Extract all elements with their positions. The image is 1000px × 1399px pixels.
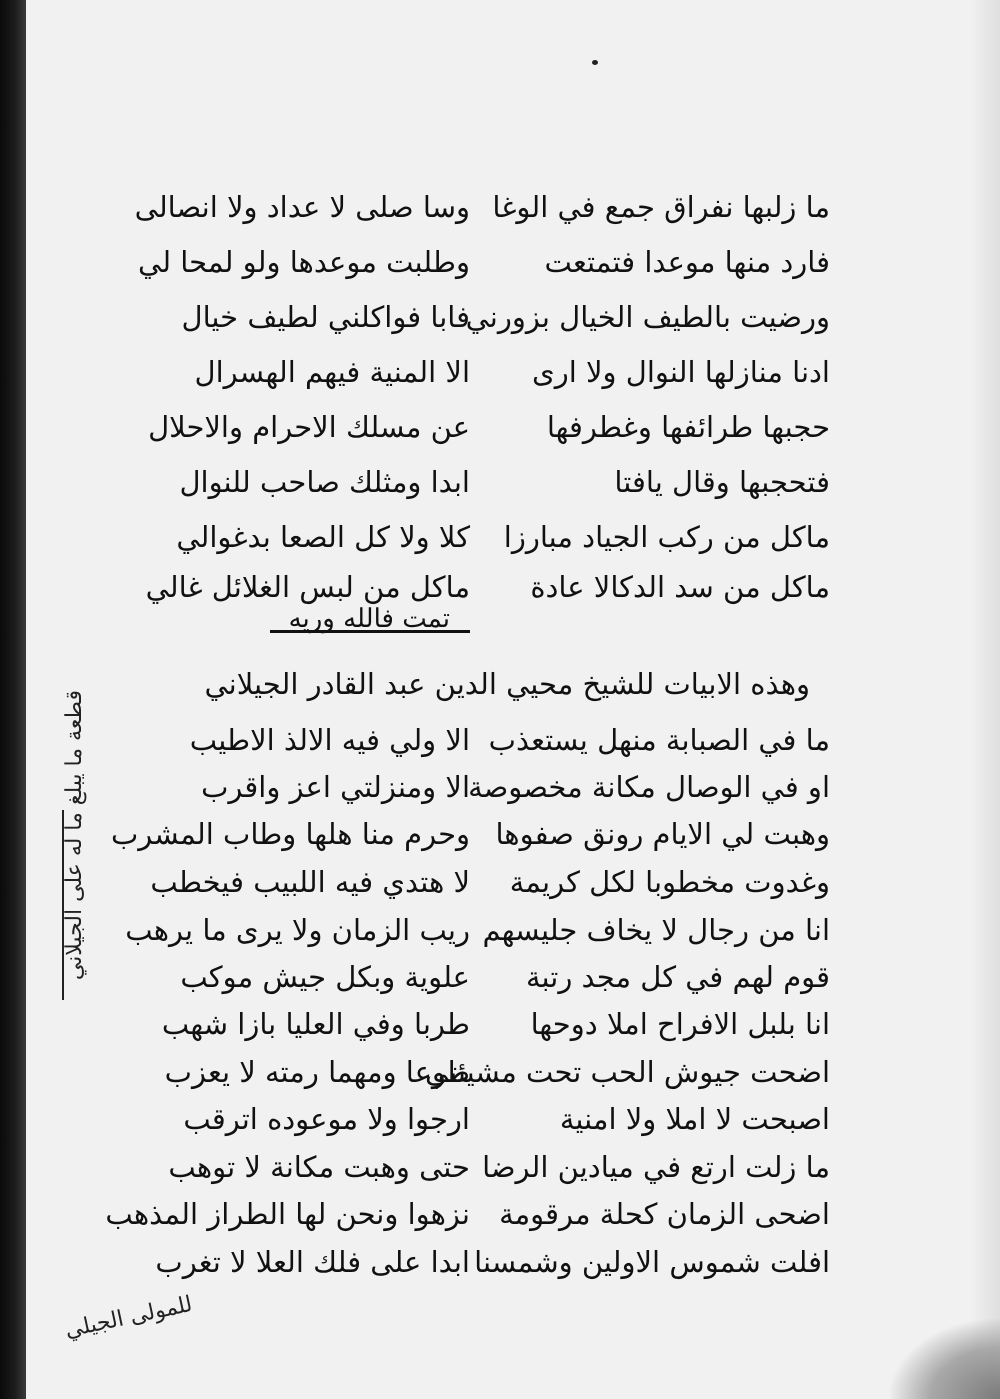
lower-verse-left-6: علوية وبكل جيش موكب bbox=[180, 960, 470, 994]
lower-verse-right-5: انا من رجال لا يخاف جليسهم bbox=[482, 913, 830, 947]
ink-dot bbox=[592, 60, 598, 65]
upper-verse-right-5: حجبها طرائفها وغطرفها bbox=[546, 410, 830, 444]
book-binding-edge bbox=[0, 0, 26, 1399]
poem-heading: وهذه الابيات للشيخ محيي الدين عبد القادر الجيلاني bbox=[204, 667, 810, 701]
lower-verse-right-1: ما في الصبابة منهل يستعذب bbox=[488, 723, 830, 757]
lower-verse-right-8: اضحت جيوش الحب تحت مشيئتي bbox=[425, 1055, 830, 1089]
lower-verse-right-9: اصبحت لا املا ولا امنية bbox=[559, 1102, 830, 1136]
upper-verse-right-6: فتحجبها وقال يافتا bbox=[614, 465, 830, 499]
lower-verse-right-11: اضحى الزمان كحلة مرقومة bbox=[499, 1197, 830, 1231]
lower-verse-right-4: وغدوت مخطوبا لكل كريمة bbox=[509, 865, 830, 899]
lower-verse-left-10: حتى وهبت مكانة لا توهب bbox=[168, 1150, 470, 1184]
lower-verse-right-6: قوم لهم في كل مجد رتبة bbox=[525, 960, 830, 994]
page-corner-curl bbox=[890, 1319, 1000, 1399]
upper-verse-right-3: ورضيت بالطيف الخيال بزورني bbox=[465, 300, 830, 334]
upper-verse-left-5: عن مسلك الاحرام والاحلال bbox=[148, 410, 470, 444]
upper-verse-right-7: ماكل من ركب الجياد مبارزا bbox=[503, 520, 830, 554]
lower-verse-right-7: انا بلبل الافراح املا دوحها bbox=[530, 1007, 830, 1041]
upper-verse-left-8: ماكل من لبس الغلائل غالي bbox=[145, 570, 470, 604]
lower-verse-left-9: ارجوا ولا موعوده اترقب bbox=[183, 1102, 470, 1136]
upper-verse-left-2: وطلبت موعدها ولو لمحا لي bbox=[138, 245, 470, 279]
upper-closing-note: تمت فالله وريه bbox=[288, 604, 450, 634]
upper-verse-right-8: ماكل من سد الدكالا عادة bbox=[530, 570, 830, 604]
lower-verse-left-12: ابدا على فلك العلا لا تغرب bbox=[155, 1245, 470, 1279]
upper-verse-left-4: الا المنية فيهم الهسرال bbox=[194, 355, 470, 389]
lower-verse-left-2: الا ومنزلتي اعز واقرب bbox=[201, 770, 470, 804]
lower-verse-left-1: الا ولي فيه الالذ الاطيب bbox=[189, 723, 470, 757]
lower-verse-left-3: وحرم منا هلها وطاب المشرب bbox=[110, 817, 470, 851]
lower-verse-left-11: نزهوا ونحن لها الطراز المذهب bbox=[105, 1197, 470, 1231]
lower-verse-right-2: او في الوصال مكانة مخصوصة bbox=[468, 770, 830, 804]
upper-verse-left-7: كلا ولا كل الصعا بدغوالي bbox=[176, 520, 470, 554]
section-divider-line bbox=[270, 630, 470, 633]
upper-verse-left-6: ابدا ومثلك صاحب للنوال bbox=[179, 465, 470, 499]
lower-verse-left-4: لا هتدي فيه اللبيب فيخطب bbox=[150, 865, 470, 899]
owner-signature: للمولى الجيلي bbox=[62, 1291, 195, 1344]
upper-verse-right-4: ادنا منازلها النوال ولا ارى bbox=[532, 355, 830, 389]
upper-verse-left-1: وسا صلى لا عداد ولا انصالى bbox=[134, 190, 470, 224]
lower-verse-right-3: وهبت لي الايام رونق صفوها bbox=[495, 817, 830, 851]
page-shadow bbox=[970, 0, 1000, 1399]
lower-verse-left-8: طوعا ومهما رمته لا يعزب bbox=[164, 1055, 470, 1089]
lower-verse-right-10: ما زلت ارتع في ميادين الرضا bbox=[482, 1150, 830, 1184]
upper-verse-right-1: ما زلبها نفراق جمع في الوغا bbox=[492, 190, 830, 224]
upper-verse-left-3: فابا فواكلني لطيف خيال bbox=[181, 300, 470, 334]
upper-verse-right-2: فارد منها موعدا فتمتعت bbox=[544, 245, 830, 279]
lower-verse-left-5: ريب الزمان ولا يرى ما يرهب bbox=[125, 913, 470, 947]
margin-note: قطعة ما يبلغ ما له على الجيلاني bbox=[62, 690, 87, 981]
lower-verse-right-12: افلت شموس الاولين وشمسنا bbox=[474, 1245, 830, 1279]
lower-verse-left-7: طربا وفي العليا بازا شهب bbox=[161, 1007, 470, 1041]
